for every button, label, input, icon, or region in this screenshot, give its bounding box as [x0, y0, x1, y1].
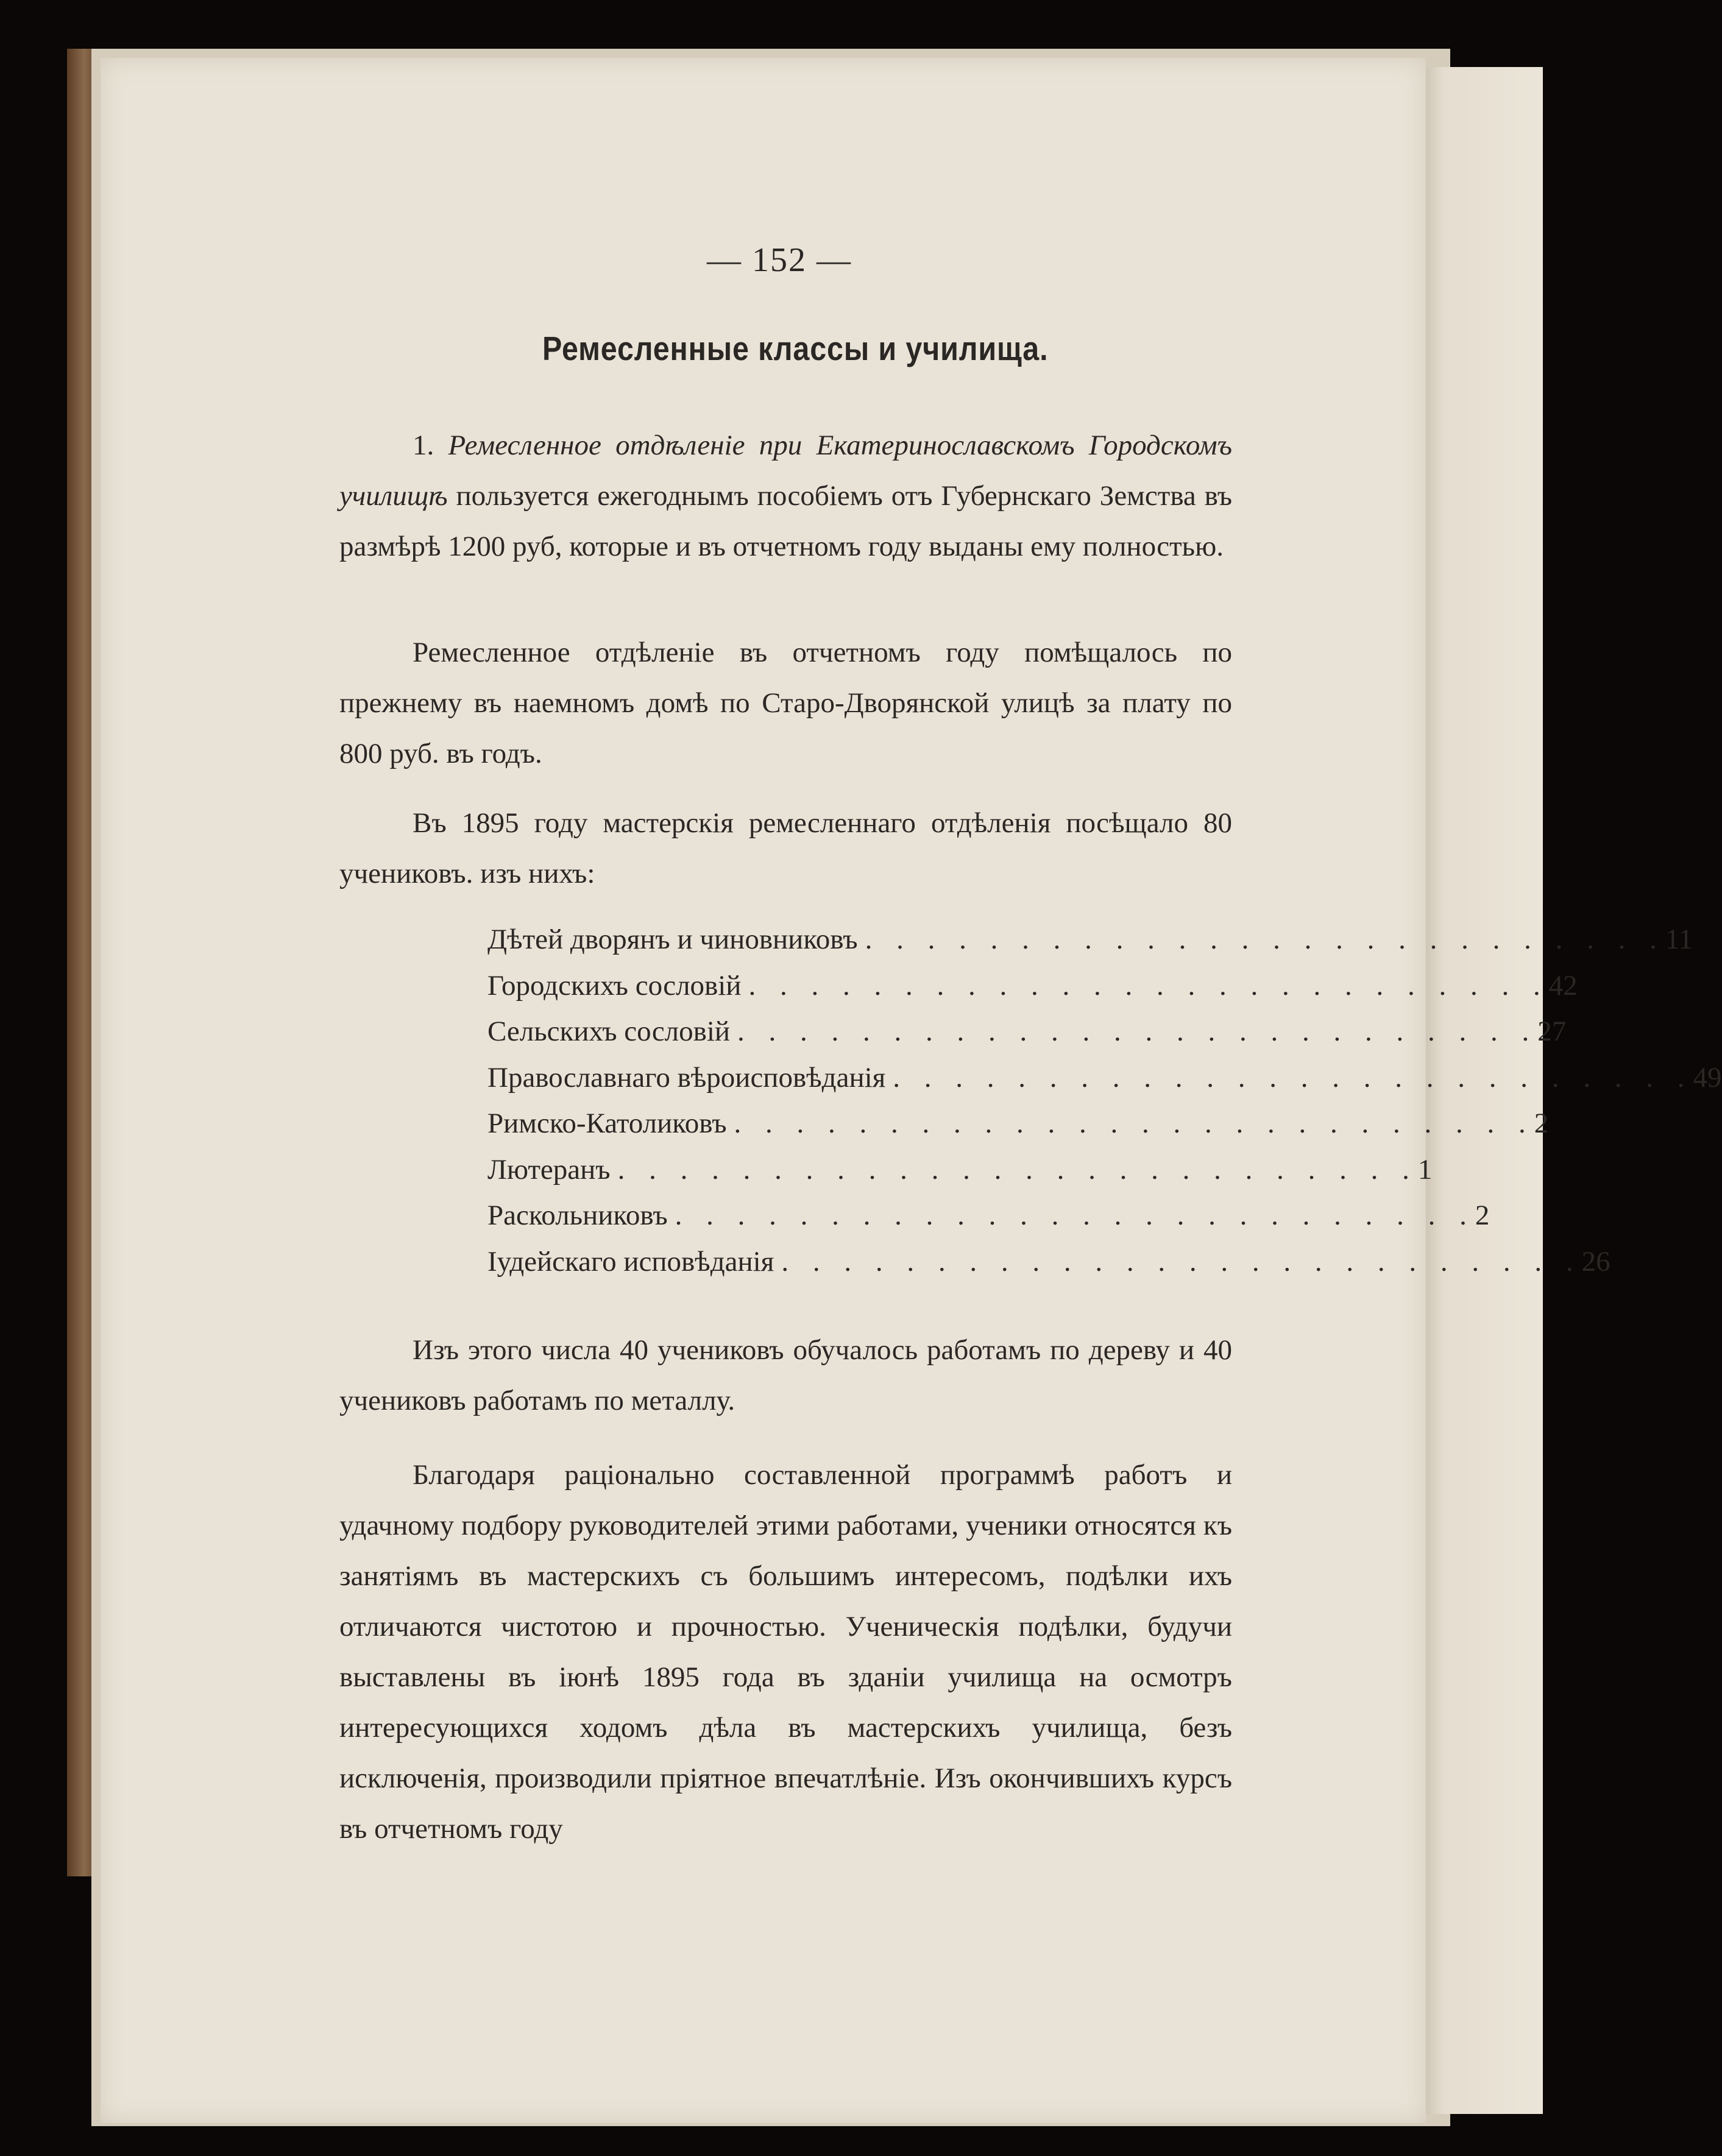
paragraph-2: Ремесленное отдѣленіе въ отчетномъ году помѣщалось по прежнему въ наемномъ домѣ по Старо-Дворянской улицѣ за плату по 800 руб. въ годъ. [339, 637, 1232, 769]
list-item: Раскольниковъ . . . . . . . . . . . . . . . . . . . . . . . . . . 2 [487, 1200, 1490, 1231]
section-title: Ремесленные классы и училища. [542, 330, 1049, 367]
student-breakdown-list [487, 917, 1722, 1285]
paragraph-5: Благодаря раціонально составленной программѣ работъ и удачному подбору руководителей этими работами, ученики относятся къ занятіямъ въ мастерскихъ съ большимъ интересомъ, подѣлки ихъ отличаются чистотою и прочностью. Ученическія подѣлки, будучи выставлены въ іюнѣ 1895 года въ зданіи училища на осмотръ интересующихся ходомъ дѣла въ мастерскихъ училища, безъ исключенія, производили пріятное впечатлѣніе. Изъ окончившихъ курсъ въ отчетномъ году [339, 1459, 1232, 1845]
list-item: Сельскихъ сословій . . . . . . . . . . . . . . . . . . . . . . . . . . 27 [487, 1016, 1567, 1047]
list-item: Римско-Католиковъ . . . . . . . . . . . . . . . . . . . . . . . . . . 2 [487, 1108, 1549, 1139]
paragraph-1-text: пользуется ежегоднымъ пособіемъ отъ Губернскаго Земства въ размѣрѣ 1200 руб, которые и въ отчетномъ году выданы ему полностью. [339, 480, 1232, 562]
list-item: Іудейскаго исповѣданія . . . . . . . . . . . . . . . . . . . . . . . . . . 26 [487, 1245, 1610, 1278]
page-number: — 152 — [707, 241, 852, 279]
paragraph-number: 1. [413, 429, 434, 461]
list-item: Городскихъ сословій . . . . . . . . . . . . . . . . . . . . . . . . . . 42 [487, 969, 1578, 1002]
list-item: Лютеранъ . . . . . . . . . . . . . . . . . . . . . . . . . . 1 [487, 1153, 1433, 1186]
institution-name: Ремесленное отдѣленіе при Екатеринославскомъ Городскомъ училищѣ [339, 429, 1232, 512]
paragraph-3: Въ 1895 году мастерскія ремесленнаго отдѣленія посѣщало 80 учениковъ. изъ нихъ: [339, 807, 1232, 889]
paragraph-1 [339, 420, 1232, 572]
list-item: Дѣтей дворянъ и чиновниковъ . . . . . . . . . . . . . . . . . . . . . . . . . . 11 [487, 924, 1693, 955]
list-item: Православнаго вѣроисповѣданія . . . . . . . . . . . . . . . . . . . . . . . . . . 49 [487, 1061, 1722, 1094]
paragraph-4: Изъ этого числа 40 учениковъ обучалось работамъ по дереву и 40 учениковъ работамъ по металлу. [339, 1334, 1232, 1416]
